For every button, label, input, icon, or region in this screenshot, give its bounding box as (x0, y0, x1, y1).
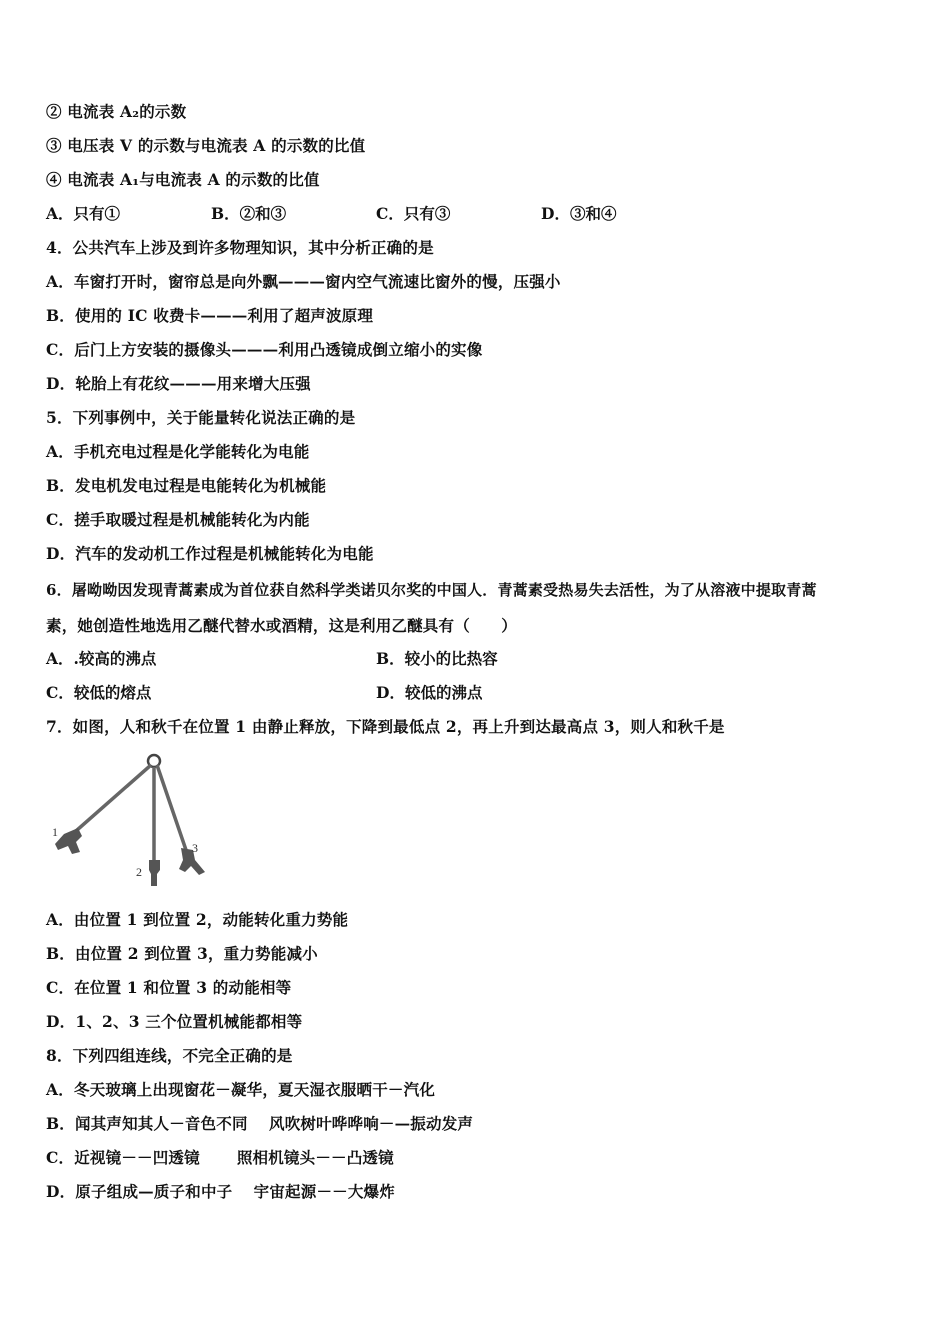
q8-option-b: B．闻其声知其人－音色不同 风吹树叶哗哗响－—振动发声 (46, 1114, 474, 1133)
q3-option-b: B．②和③ (211, 204, 287, 223)
q4-option-c: C．后门上方安装的摄像头———利用凸透镜成倒立缩小的实像 (46, 340, 483, 359)
q3-option-d: D．③和④ (541, 204, 617, 223)
q6-option-d: D．较低的沸点 (376, 683, 483, 702)
figure-label-1: 1 (52, 825, 58, 839)
q7-option-c: C．在位置 1 和位置 3 的动能相等 (46, 978, 292, 997)
figure-label-2: 2 (136, 865, 142, 879)
q6-stem-line1: 6．屠呦呦因发现青蒿素成为首位获自然科学类诺贝尔奖的中国人．青蒿素受热易失去活性，为了从溶液中提取青蒿 (46, 581, 817, 599)
rider-position-1 (55, 828, 82, 854)
q5-option-c: C．搓手取暖过程是机械能转化为内能 (46, 510, 310, 529)
swing-figure (46, 748, 216, 898)
q7-option-a: A．由位置 1 到位置 2，动能转化重力势能 (46, 910, 349, 929)
q3-item-2: ② 电流表 A₂的示数 (46, 102, 187, 121)
q7-option-d: D．1、2、3 三个位置机械能都相等 (46, 1012, 303, 1031)
q7-stem: 7．如图，人和秋千在位置 1 由静止释放，下降到最低点 2，再上升到达最高点 3，则人和秋千是 (46, 717, 725, 736)
q8-option-a: A．冬天玻璃上出现窗花－凝华，夏天湿衣服晒干－汽化 (46, 1080, 436, 1099)
q4-option-b: B．使用的 IC 收费卡———利用了超声波原理 (46, 306, 374, 325)
q8-stem: 8．下列四组连线，不完全正确的是 (46, 1046, 293, 1065)
q4-stem: 4．公共汽车上涉及到许多物理知识，其中分析正确的是 (46, 238, 434, 257)
q6-option-b: B．较小的比热容 (376, 649, 498, 668)
q8-option-c: C．近视镜－－凹透镜 照相机镜头－－凸透镜 (46, 1148, 394, 1167)
q4-option-a: A．车窗打开时，窗帘总是向外飘———窗内空气流速比窗外的慢，压强小 (46, 272, 561, 291)
q8-option-d: D．原子组成—质子和中子 宇宙起源－－大爆炸 (46, 1182, 395, 1201)
q4-option-d: D．轮胎上有花纹———用来增大压强 (46, 374, 311, 393)
q5-option-a: A．手机充电过程是化学能转化为电能 (46, 442, 310, 461)
q3-item-4: ④ 电流表 A₁与电流表 A 的示数的比值 (46, 170, 320, 189)
q3-option-a: A．只有① (46, 204, 121, 223)
q5-stem: 5．下列事例中，关于能量转化说法正确的是 (46, 408, 356, 427)
q7-option-b: B．由位置 2 到位置 3，重力势能减小 (46, 944, 318, 963)
q5-option-b: B．发电机发电过程是电能转化为机械能 (46, 476, 327, 495)
q6-option-c: C．较低的熔点 (46, 683, 152, 702)
q6-option-a: A．.较高的沸点 (46, 649, 157, 668)
q3-option-c: C．只有③ (376, 204, 451, 223)
q3-item-3: ③ 电压表 V 的示数与电流表 A 的示数的比值 (46, 136, 366, 155)
rider-position-2 (149, 860, 160, 886)
rope-position-3 (157, 765, 186, 850)
figure-label-3: 3 (192, 841, 198, 855)
q5-option-d: D．汽车的发动机工作过程是机械能转化为电能 (46, 544, 374, 563)
q6-stem-line2: 素，她创造性地选用乙醚代替水或酒精，这是利用乙醚具有（ ） (46, 616, 518, 635)
rope-position-1 (68, 765, 151, 838)
